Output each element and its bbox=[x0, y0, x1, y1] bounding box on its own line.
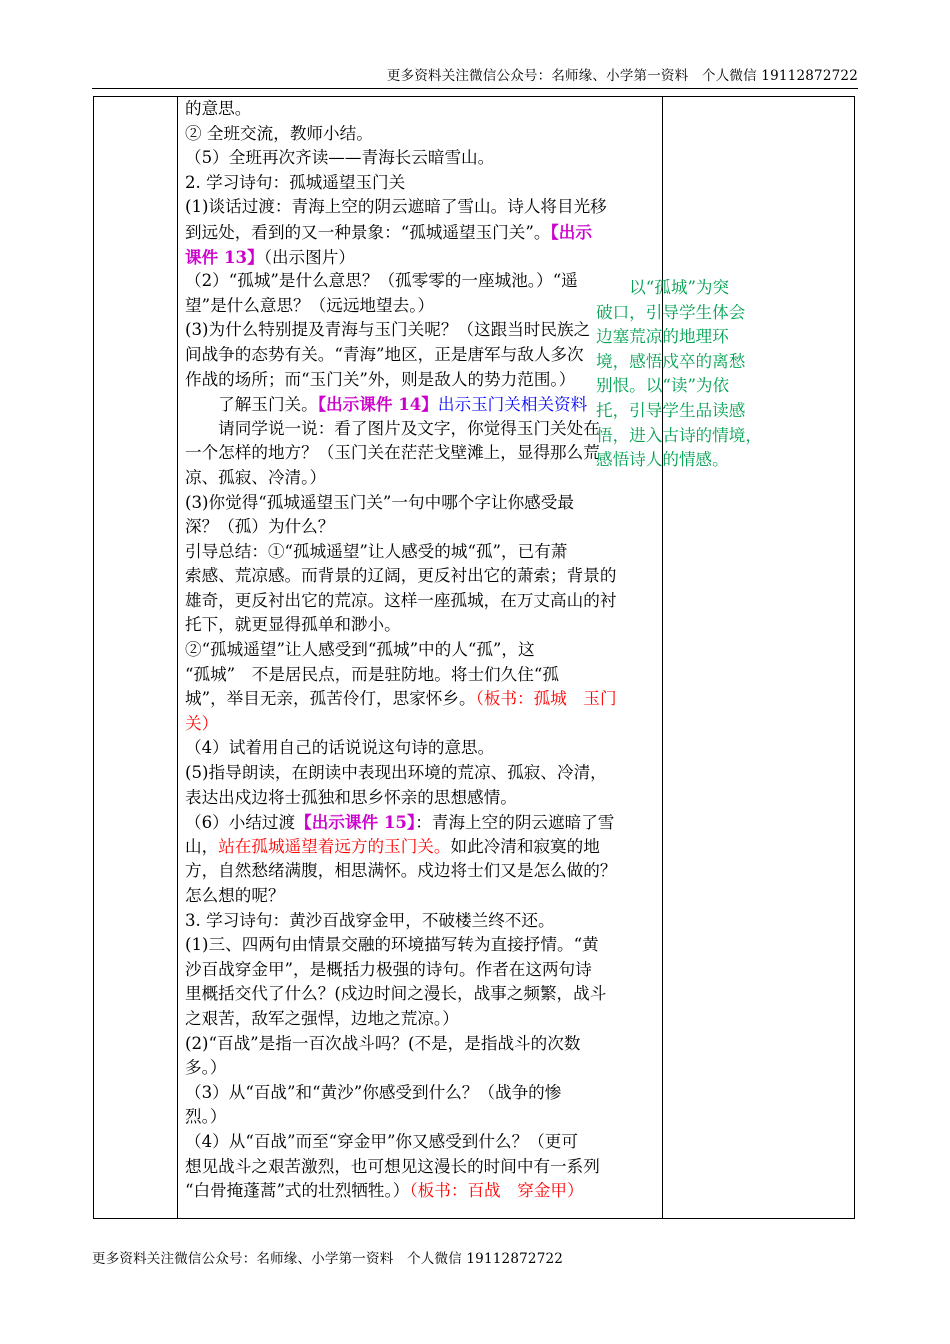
body-text: 托下，就更显得孤单和渺小。 bbox=[185, 615, 401, 635]
body-text: （3）从“百战”和“黄沙”你感受到什么？（战争的惨 bbox=[185, 1082, 562, 1102]
text-line bbox=[185, 122, 663, 147]
header-rule bbox=[92, 88, 858, 89]
body-text: (2)“百战”是指一百次战斗吗？(不是，是指战斗的次数 bbox=[185, 1033, 581, 1053]
body-text: (5)指导朗读，在朗读中表现出环境的荒凉、孤寂、冷清， bbox=[185, 763, 607, 783]
text-line bbox=[185, 417, 663, 442]
body-text: 到远处，看到的又一种景象：“孤城遥望玉门关”。 bbox=[185, 222, 551, 242]
text-line bbox=[185, 1007, 663, 1032]
highlight-text: 课件 13 bbox=[185, 246, 248, 267]
highlight-text: 【出示课件 14】 bbox=[317, 394, 438, 415]
text-line bbox=[185, 368, 663, 393]
text-line bbox=[185, 835, 663, 860]
body-text: 沙百战穿金甲”，是概括力极强的诗句。作者在这两句诗 bbox=[185, 959, 592, 979]
highlight-text: 出示玉门关相关资料 bbox=[437, 395, 588, 415]
body-text: 如此冷清和寂寞的地 bbox=[450, 836, 600, 856]
body-text: 3. 学习诗句：黄沙百战穿金甲，不破楼兰终不还。 bbox=[185, 910, 555, 930]
body-text: 多。） bbox=[185, 1058, 227, 1078]
body-text: （5）全班再次齐读——青海长云暗雪山。 bbox=[185, 148, 495, 168]
body-text: 了解玉门关。 bbox=[185, 395, 318, 415]
text-line bbox=[185, 294, 663, 319]
body-text: 凉、孤寂、冷清。） bbox=[185, 467, 327, 487]
body-text: （6）小结过渡 bbox=[185, 813, 296, 833]
text-line bbox=[185, 97, 663, 122]
body-text: ：青海上空的阴云遮暗了雪 bbox=[415, 813, 615, 833]
highlight-text: （板书：百战 穿金甲） bbox=[409, 1181, 584, 1201]
body-text: “孤城” 不是居民点，而是驻防地。将士们久住“孤 bbox=[185, 664, 559, 684]
text-line bbox=[185, 687, 663, 712]
body-text: (1)三、四两句由情景交融的环境描写转为直接抒情。“黄 bbox=[185, 935, 599, 955]
text-line bbox=[185, 269, 663, 294]
body-text: ② 全班交流，教师小结。 bbox=[185, 123, 373, 143]
body-text: 烈。） bbox=[185, 1107, 227, 1127]
body-text: ②“孤城遥望”让人感受到“孤城”中的人“孤”，这 bbox=[185, 640, 535, 660]
body-text: 方，自然愁绪满腹，相思满怀。戍边将士们又是怎么做的？ bbox=[185, 861, 617, 881]
body-text: 2. 学习诗句：孤城遥望玉门关 bbox=[185, 172, 406, 192]
design-intent-column bbox=[596, 276, 856, 473]
text-line bbox=[185, 1056, 663, 1081]
text-line bbox=[185, 761, 663, 786]
note-line: 破口，引导学生体会 bbox=[596, 302, 746, 322]
page-header: 更多资料关注微信公众号：名师缘、小学第一资料 个人微信 19112872722 bbox=[386, 68, 858, 84]
text-line bbox=[185, 1081, 663, 1106]
body-text: 山， bbox=[185, 836, 219, 856]
text-line bbox=[185, 958, 663, 983]
text-line bbox=[185, 491, 663, 516]
body-text: 怎么想的呢？ bbox=[185, 886, 285, 905]
body-text: (1)谈话过渡：青海上空的阴云遮暗了雪山。诗人将目光移 bbox=[185, 197, 607, 217]
body-text: 想见战斗之艰苦激烈，也可想见这漫长的时间中有一系列 bbox=[185, 1156, 600, 1176]
body-text: 一个怎样的地方？（玉门关在茫茫戈壁滩上，显得那么荒 bbox=[185, 443, 600, 463]
body-text: （4）从“百战”而至“穿金甲”你又感受到什么？（更可 bbox=[185, 1131, 578, 1151]
body-text: 里概括交代了什么？(戍边时间之漫长，战事之频繁，战斗 bbox=[185, 984, 607, 1004]
body-text: 望”是什么意思？（远远地望去。） bbox=[185, 295, 435, 315]
body-text: （出示图片） bbox=[263, 247, 355, 267]
text-line bbox=[185, 564, 663, 589]
lesson-table bbox=[93, 96, 855, 1219]
body-text: “白骨掩蓬蒿”式的壮烈牺牲。） bbox=[185, 1181, 410, 1201]
highlight-text: 关） bbox=[185, 713, 219, 733]
teaching-process-column bbox=[185, 97, 663, 1204]
body-text: 请同学说一说：看了图片及文字，你觉得玉门关处在 bbox=[185, 418, 600, 438]
text-line bbox=[185, 195, 663, 220]
column-divider bbox=[177, 97, 178, 1218]
text-line bbox=[185, 736, 663, 761]
body-text: （4）试着用自己的话说说这句诗的意思。 bbox=[185, 738, 495, 758]
text-line bbox=[185, 171, 663, 196]
text-line bbox=[185, 933, 663, 958]
body-text: 作战的场所；而“玉门关”外，则是敌人的势力范围。） bbox=[185, 369, 576, 389]
text-line bbox=[185, 540, 663, 565]
note-line: 托，引导学生品读感 bbox=[596, 400, 746, 420]
body-text: (3)为什么特别提及青海与玉门关呢？（这跟当时民族之 bbox=[185, 320, 591, 340]
body-text: 引导总结：①“孤城遥望”让人感受的城“孤”，已有萧 bbox=[185, 541, 568, 561]
text-line bbox=[185, 515, 663, 540]
body-text: （2）“孤城”是什么意思？（孤零零的一座城池。）“遥 bbox=[185, 271, 578, 291]
text-line bbox=[185, 1032, 663, 1057]
text-line bbox=[185, 245, 663, 270]
body-text: 间战争的态势有关。“青海”地区，正是唐军与敌人多次 bbox=[185, 344, 584, 364]
text-line bbox=[185, 663, 663, 688]
note-line: 以“孤城”为突 bbox=[596, 278, 730, 297]
note-line: 境，感悟戍卒的离愁 bbox=[596, 351, 746, 371]
body-text: 的意思。 bbox=[185, 99, 252, 118]
text-line bbox=[185, 146, 663, 171]
text-line bbox=[185, 982, 663, 1007]
body-text: 雄奇，更反衬出它的荒凉。这样一座孤城，在万丈高山的衬 bbox=[185, 590, 617, 610]
body-text: 索感、荒凉感。而背景的辽阔，更反衬出它的萧索；背景的 bbox=[185, 566, 617, 586]
text-line bbox=[185, 1130, 663, 1155]
highlight-text: （板书：孤城 玉门 bbox=[475, 689, 617, 709]
note-line: 悟，进入古诗的情境， bbox=[596, 425, 762, 445]
note-line: 别恨。以“读”为依 bbox=[596, 376, 730, 396]
text-line bbox=[185, 884, 663, 909]
text-line bbox=[185, 1105, 663, 1130]
text-line bbox=[185, 810, 663, 835]
text-line bbox=[185, 786, 663, 811]
text-line bbox=[185, 220, 663, 245]
text-line bbox=[185, 318, 663, 343]
body-text: 表达出戍边将士孤独和思乡怀亲的思想感情。 bbox=[185, 787, 517, 807]
text-line bbox=[185, 859, 663, 884]
text-line bbox=[185, 1155, 663, 1180]
note-line: 感悟诗人的情感。 bbox=[596, 450, 729, 470]
highlight-text: 【出示 bbox=[550, 221, 592, 242]
text-line bbox=[185, 638, 663, 663]
body-text: 深？（孤）为什么？ bbox=[185, 517, 335, 537]
text-line bbox=[185, 392, 663, 417]
body-text: 之艰苦，敌军之强悍，边地之荒凉。） bbox=[185, 1008, 459, 1028]
note-line: 边塞荒凉的地理环 bbox=[596, 327, 729, 347]
highlight-text: 】 bbox=[247, 246, 264, 267]
highlight-text: 【出示课件 15】 bbox=[295, 812, 416, 833]
text-line bbox=[185, 589, 663, 614]
text-line bbox=[185, 441, 663, 466]
text-line bbox=[185, 613, 663, 638]
text-line bbox=[185, 909, 663, 934]
text-line bbox=[185, 466, 663, 491]
body-text: 城”，举目无亲，孤苦伶仃，思家怀乡。 bbox=[185, 689, 476, 709]
text-line bbox=[185, 343, 663, 368]
highlight-text: 站在孤城遥望着远方的玉门关。 bbox=[218, 836, 451, 856]
body-text: (3)你觉得“孤城遥望玉门关”一句中哪个字让你感受最 bbox=[185, 492, 574, 512]
page-footer: 更多资料关注微信公众号：名师缘、小学第一资料 个人微信 19112872722 bbox=[92, 1251, 564, 1267]
text-line bbox=[185, 712, 663, 737]
text-line bbox=[185, 1179, 663, 1204]
